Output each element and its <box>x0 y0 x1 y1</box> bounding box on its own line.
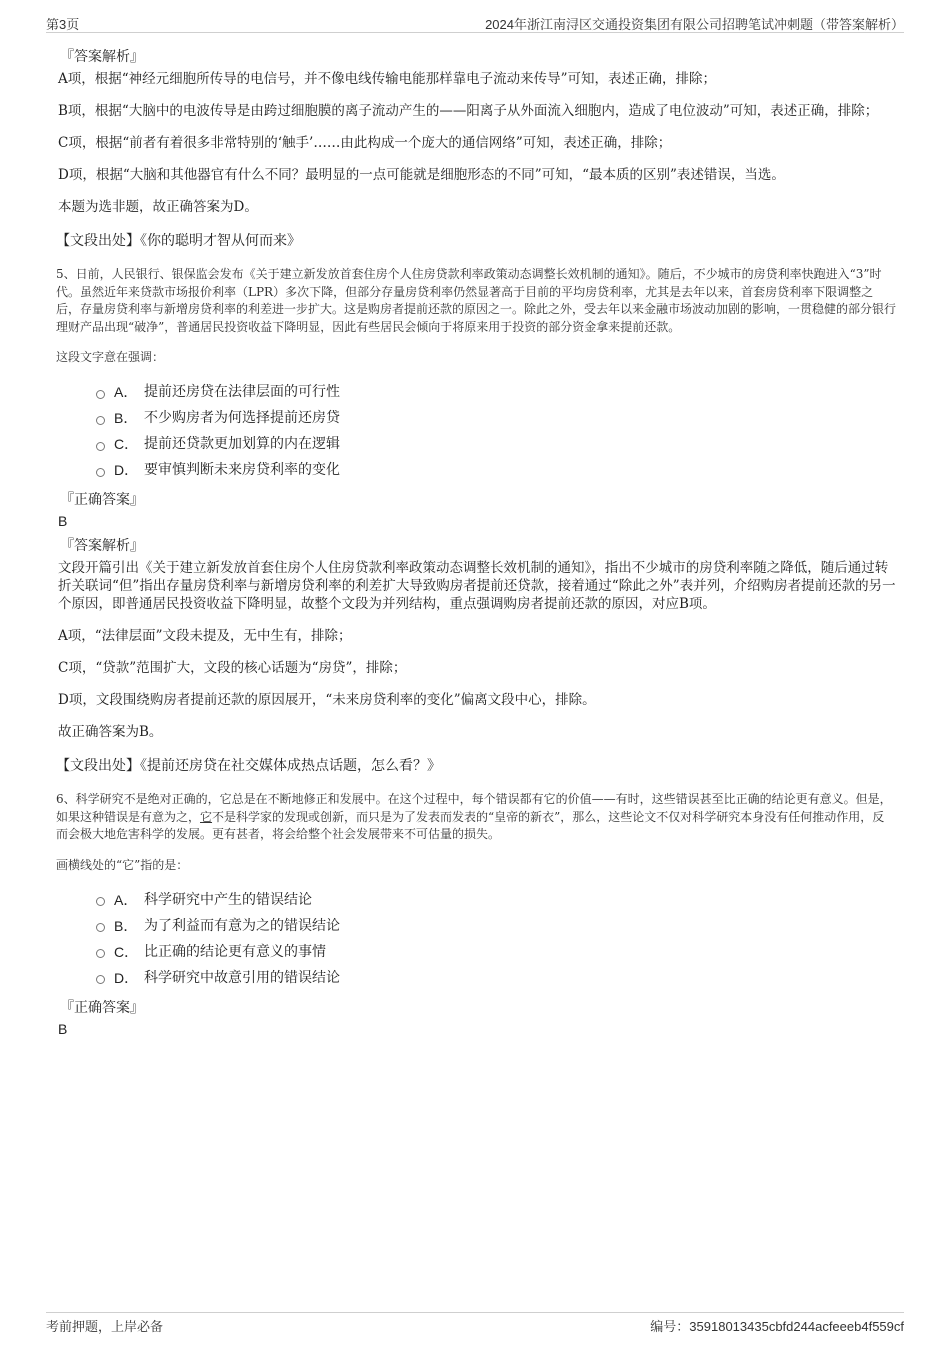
correct-answer: B <box>58 513 68 529</box>
question-prompt: 这段文字意在强调： <box>56 350 165 364</box>
radio-button-icon[interactable] <box>96 897 105 906</box>
option-text: 提前还贷款更加划算的内在逻辑 <box>144 436 340 452</box>
explanation-paragraph: D项，根据“大脑和其他器官有什么不同？最明显的一点可能就是细胞形态的不同”可知，“最本质的区别”表述错误，当选。 <box>58 167 785 183</box>
radio-button-icon[interactable] <box>96 468 105 477</box>
option-text: 为了利益而有意为之的错误结论 <box>144 917 340 934</box>
explanation-paragraph: B项，根据“大脑中的电波传导是由跨过细胞膜的离子流动产生的——阳离子从外面流入细胞内，造成了电位波动”可知，表述正确，排除； <box>58 103 879 119</box>
option-b[interactable] <box>96 913 896 939</box>
option-letter: A． <box>114 384 138 400</box>
stem-text: 6、科学研究不是绝对正确的，它总是在不断地修正和发展中。在这个过程中，每个错误都有它的价值——有时，这些错误甚至比正确的结论更有意义。但是，如果这种错误是有意为之， <box>56 792 892 824</box>
document-code <box>650 1316 904 1335</box>
option-text: 提前还房贷在法律层面的可行性 <box>144 384 340 400</box>
explanation-conclusion: 本题为选非题，故正确答案为D。 <box>58 199 258 215</box>
question-5 <box>56 266 896 775</box>
code-value: 35918013435cbfd244acfeeeb4f559cf <box>689 1319 904 1334</box>
page-number: 第3页 <box>46 17 80 32</box>
option-letter: D． <box>114 969 139 986</box>
option-letter: B． <box>114 410 138 426</box>
explanation-tag: 『答案解析』 <box>60 49 144 65</box>
explanation-paragraph: D项，文段围绕购房者提前还款的原因展开，“未来房贷利率的变化”偏离文段中心，排除。 <box>58 692 596 708</box>
passage-source: 【文段出处】《你的聪明才智从何而来》 <box>56 233 301 249</box>
correct-answer: B <box>58 1020 68 1037</box>
radio-button-icon[interactable] <box>96 390 105 399</box>
correct-answer-tag: 『正确答案』 <box>60 999 144 1016</box>
radio-button-icon[interactable] <box>96 949 105 958</box>
explanation-paragraph: A项，“法律层面”文段未提及，无中生有，排除； <box>58 628 352 644</box>
option-a[interactable] <box>96 887 896 913</box>
radio-button-icon[interactable] <box>96 416 105 425</box>
explanation-tag: 『答案解析』 <box>60 538 144 554</box>
option-text: 要审慎判断未来房贷利率的变化 <box>144 462 340 478</box>
option-c[interactable] <box>96 939 896 965</box>
explanation-paragraph: A项，根据“神经元细胞所传导的电信号，并不像电线传输电能那样靠电子流动来传导”可知，表述正确，排除； <box>58 71 717 87</box>
option-text: 比正确的结论更有意义的事情 <box>144 943 326 960</box>
page-header <box>46 14 904 33</box>
question-stem: 5、日前，人民银行、银保监会发布《关于建立新发放首套住房个人住房贷款利率政策动态调整长效机制的通知》。随后，不少城市的房贷利率快跑进入“3”时代。虽然近年来贷款市场报价利率（LPR）多次下降，但部分存量房贷利率仍然显著高于目前的平均房贷利率，尤其是去年以来，首套房贷利率下限调整之后，存量房贷利率与新增房贷利率的利差进一步扩大。这是购房者提前还款的原因之一。除此之外，受去年以来金融市场波动加剧的影响，一贯稳健的部分银行理财产品出现“破净”，普通居民投资收益下降明显，因此有些居民会倾向于将原来用于投资的部分资金拿来提前还款。 <box>56 267 897 334</box>
question-prompt: 画横线处的“它”指的是： <box>56 857 189 872</box>
footer-slogan: 考前押题，上岸必备 <box>46 1319 164 1334</box>
option-list <box>96 379 896 483</box>
option-text: 不少购房者为何选择提前还房贷 <box>144 410 340 426</box>
page-footer <box>46 1312 904 1335</box>
main-content <box>56 46 896 1043</box>
correct-answer-tag: 『正确答案』 <box>60 492 144 508</box>
option-letter: A． <box>114 891 138 908</box>
explanation-paragraph: 文段开篇引出《关于建立新发放首套住房个人住房贷款利率政策动态调整长效机制的通知》，指出不少城市的房贷利率随之降低，随后通过转折关联词“但”指出存量房贷利率与新增房贷利率的利差扩大导致购房者提前还贷款，接着通过“除此之外”表并列，介绍购房者提前还款的另一个原因，即普通居民投资收益下降明显，故整个文段为并列结构，重点强调购房者提前还款的原因，对应B项。 <box>58 560 896 612</box>
document-title: 2024年浙江南浔区交通投资集团有限公司招聘笔试冲刺题（带答案解析） <box>485 17 904 32</box>
radio-button-icon[interactable] <box>96 975 105 984</box>
radio-button-icon[interactable] <box>96 442 105 451</box>
option-list <box>96 887 896 991</box>
question-6 <box>56 791 896 1037</box>
option-letter: C． <box>114 943 139 960</box>
explanation-paragraph: C项，“贷款”范围扩大，文段的核心话题为“房贷”，排除； <box>58 660 407 676</box>
explanation-conclusion: 故正确答案为B。 <box>58 724 163 740</box>
code-label: 编号： <box>650 1319 690 1334</box>
explanation-paragraph: C项，根据“前者有着很多非常特别的‘触手’……由此构成一个庞大的通信网络”可知，表述正确，排除； <box>58 135 672 151</box>
q4-explanation-block <box>56 46 896 250</box>
question-stem <box>56 791 896 844</box>
underlined-word: 它 <box>200 809 213 824</box>
option-letter: B． <box>114 917 138 934</box>
option-a[interactable] <box>96 379 896 405</box>
option-text: 科学研究中故意引用的错误结论 <box>144 969 340 986</box>
option-letter: C． <box>114 436 139 452</box>
option-d[interactable] <box>96 965 896 991</box>
option-letter: D． <box>114 462 139 478</box>
option-d[interactable] <box>96 457 896 483</box>
option-b[interactable] <box>96 405 896 431</box>
stem-text: 不是科学家的发现或创新，而只是为了发表而发表的“皇帝的新衣”，那么，这些论文不仅对科学研究本身没有任何推动作用，反而会极大地危害科学的发展。更有甚者，将会给整个社会发展带来不可估量的损失。 <box>56 809 885 841</box>
option-text: 科学研究中产生的错误结论 <box>144 891 312 908</box>
radio-button-icon[interactable] <box>96 923 105 932</box>
passage-source: 【文段出处】《提前还房贷在社交媒体成热点话题，怎么看？》 <box>56 758 441 774</box>
option-c[interactable] <box>96 431 896 457</box>
